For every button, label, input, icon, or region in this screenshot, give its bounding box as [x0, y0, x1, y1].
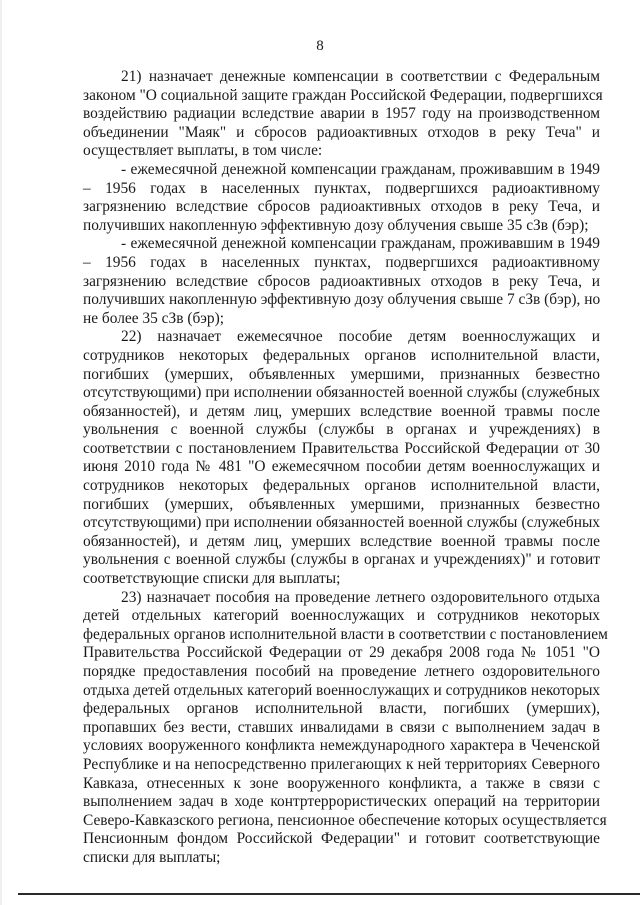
text-line: погибших (умерших, объявленных умершими, признанных безвестно — [83, 495, 600, 513]
text-line: условиях вооруженного конфликта немеждународного характера в Чеченской — [83, 737, 600, 755]
text-line: отсутствующими) при исполнении обязанностей военной службы (служебных — [83, 384, 600, 402]
text-line: увольнения с военной службы (службы в органах и учреждениях)" и готовит — [83, 551, 600, 569]
page-number: 8 — [316, 38, 324, 54]
text-line: увольнения с военной службы (службы в органах и учреждениях) в — [83, 421, 600, 439]
text-line: детей отдельных категорий военнослужащих и сотрудников некоторых — [83, 607, 600, 625]
text-line: обязанностей), и детям лиц, умерших вследствие военной травмы после — [83, 402, 600, 420]
text-line: - ежемесячной денежной компенсации гражданам, проживавшим в 1949 — [121, 235, 600, 253]
scan-bottom-edge — [18, 893, 640, 895]
text-line: сотрудников некоторых федеральных органов исполнительной власти, — [83, 346, 600, 364]
text-line: пропавших без вести, ставших инвалидами в связи с выполнением задач в — [83, 718, 600, 736]
text-line: получивших накопленную эффективную дозу облучения свыше 7 сЗв (бэр), но — [83, 291, 601, 309]
text-line: федеральных органов исполнительной власти, погибших (умерших), — [83, 700, 600, 718]
text-line: 22) назначает ежемесячное пособие детям военнослужащих и — [121, 328, 600, 346]
text-line: списки для выплаты; — [83, 848, 221, 866]
paragraph-21-item-1 — [83, 161, 600, 235]
text-line: - ежемесячной денежной компенсации гражданам, проживавшим в 1949 — [121, 160, 600, 178]
text-line: порядке предоставления пособий на проведение летнего оздоровительного — [83, 663, 600, 680]
text-line: Пенсионным фондом Российской Федерации" и готовит соответствующие — [83, 830, 600, 848]
text-line: соответствующие списки для выплаты; — [83, 570, 341, 588]
text-line: воздействию радиации вследствие аварии в 1957 году на производственном — [83, 105, 600, 123]
text-line: – 1956 годах в населенных пунктах, подвергшихся радиоактивному — [83, 179, 600, 197]
text-line: июня 2010 года № 481 "О ежемесячном пособии детям военнослужащих и — [83, 458, 600, 476]
text-line: не более 35 сЗв (бэр); — [83, 309, 224, 327]
text-line: сотрудников некоторых федеральных органов исполнительной власти, — [83, 477, 600, 495]
text-line: 21) назначает денежные компенсации в соответствии с Федеральным — [121, 68, 600, 85]
text-line: Кавказа, отнесенных к зоне вооруженного конфликта, а также в связи с — [83, 774, 600, 792]
text-line: обязанностей), и детям лиц, умерших вследствие военной травмы после — [83, 532, 600, 550]
paragraph-21-item-2 — [83, 235, 600, 328]
text-line: законом "О социальной защите граждан Российской Федерации, подвергшихся — [83, 86, 603, 104]
paragraph-23 — [83, 588, 608, 868]
text-line: федеральных органов исполнительной власти в соответствии с постановлением — [83, 625, 608, 643]
text-line: осуществляет выплаты, в том числе: — [83, 142, 323, 160]
paragraph-22 — [83, 328, 600, 588]
text-line: получивших накопленную эффективную дозу облучения свыше 35 сЗв (бэр); — [83, 216, 589, 234]
text-line: соответствии с постановлением Правительства Российской Федерации от 30 — [83, 439, 600, 457]
text-line: Северо-Кавказского региона, пенсионное обеспечение которых осуществляется — [83, 811, 607, 829]
text-line: отдыха детей отдельных категорий военнослужащих и сотрудников некоторых — [83, 681, 601, 699]
text-line: загрязнению вследствие сбросов радиоактивных отходов в реку Теча, и — [83, 272, 600, 290]
text-line: выполнением задач в ходе контртеррористических операций на территории — [83, 793, 600, 811]
text-line: погибших (умерших, объявленных умершими, признанных безвестно — [83, 365, 600, 383]
text-line: отсутствующими) при исполнении обязанностей военной службы (служебных — [83, 514, 600, 532]
text-line: Республике и на непосредственно прилегающих к ней территориях Северного — [83, 755, 600, 773]
text-line: – 1956 годах в населенных пунктах, подвергшихся радиоактивному — [83, 253, 600, 271]
text-line: загрязнению вследствие сбросов радиоактивных отходов в реку Теча, и — [83, 198, 600, 216]
scan-left-edge — [0, 0, 2, 905]
text-line: 23) назначает пособия на проведение летнего оздоровительного отдыха — [121, 588, 600, 606]
text-line: объединении "Маяк" и сбросов радиоактивных отходов в реку Теча" и — [83, 123, 600, 141]
document-body — [83, 68, 608, 868]
paragraph-21 — [83, 68, 603, 161]
text-line: Правительства Российской Федерации от 29 декабря 2008 года № 1051 "О — [83, 644, 600, 662]
